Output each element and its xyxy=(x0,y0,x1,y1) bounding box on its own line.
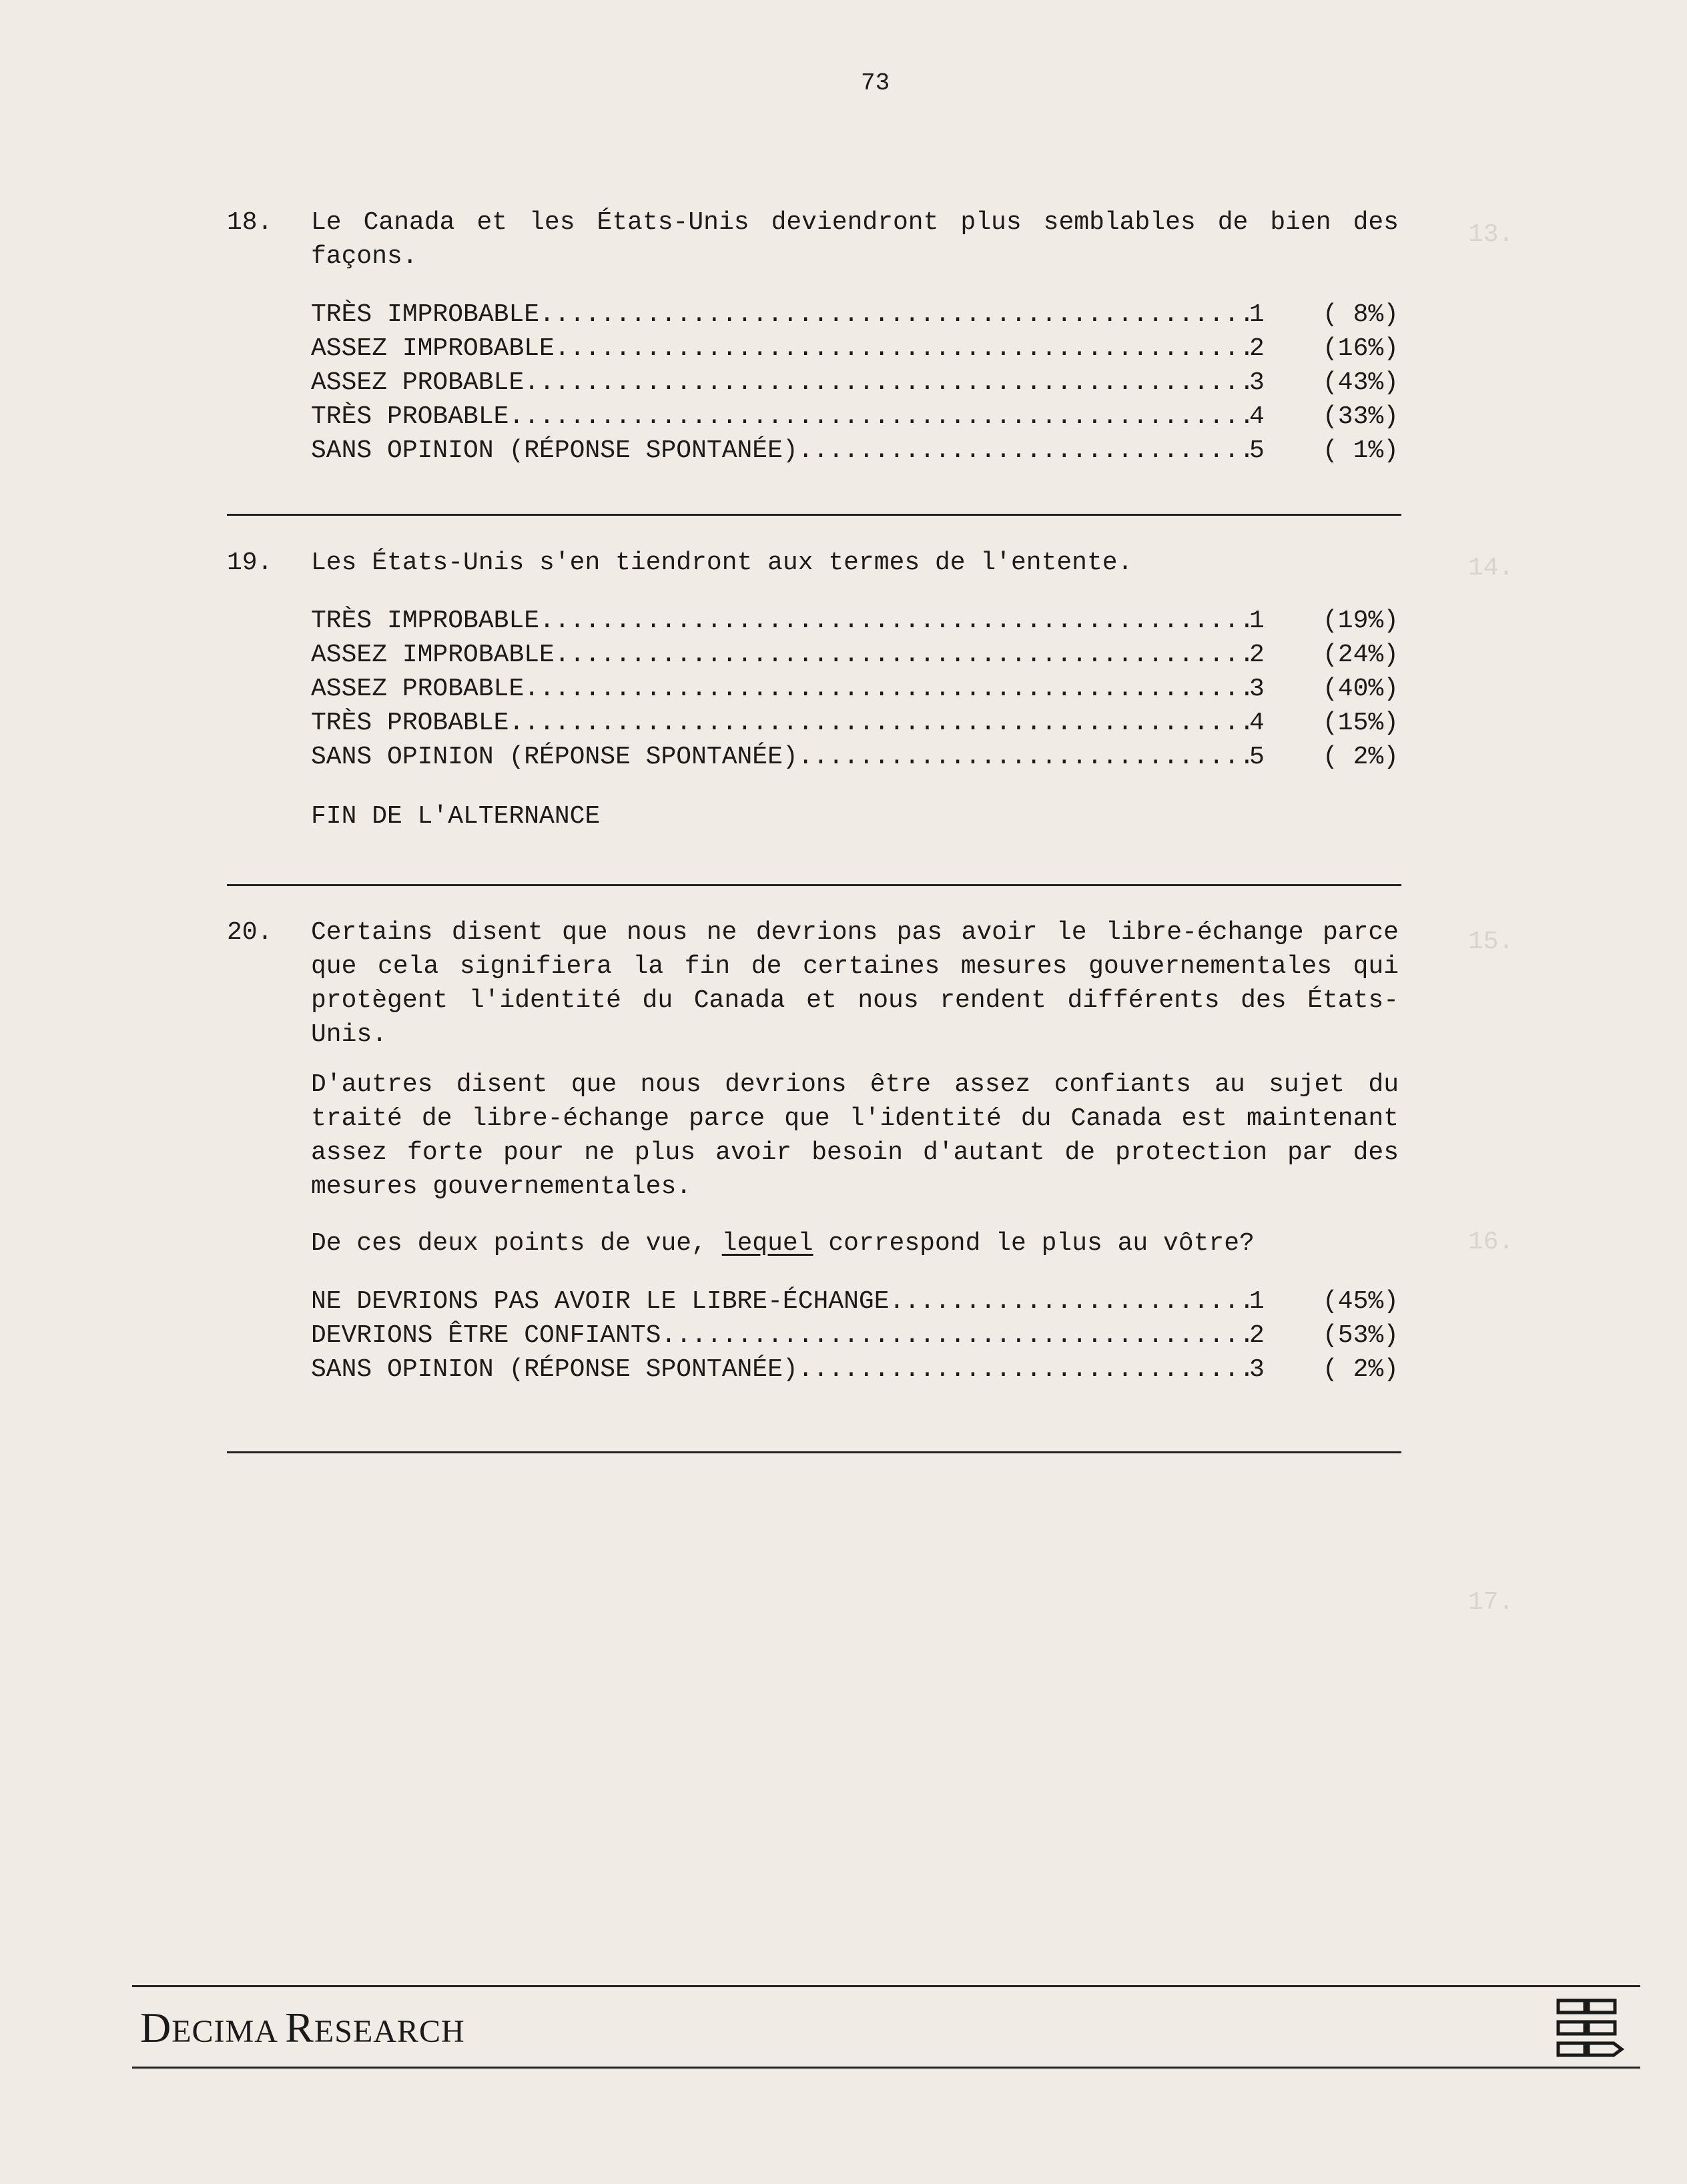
answer-list xyxy=(311,1285,1399,1387)
bleed-through-decoration: 17. xyxy=(1468,1588,1514,1617)
question-text: Les États-Unis s'en tiendront aux termes de l'entente. xyxy=(311,549,1133,577)
section-divider xyxy=(227,1451,1401,1453)
answer-list xyxy=(311,298,1399,468)
end-alternance-note: FIN DE L'ALTERNANCE xyxy=(311,802,601,831)
answer-row: SANS OPINION (RÉPONSE SPONTANÉE) ..... 5 ( 1%) xyxy=(311,434,1399,468)
bleed-through-decoration: 14. xyxy=(1468,554,1514,583)
question-19 xyxy=(227,546,1401,833)
footer-rule-top xyxy=(132,1985,1640,1987)
bleed-through-decoration: 15. xyxy=(1468,928,1514,956)
answer-row: ASSEZ IMPROBABLE ..... 2 (24%) xyxy=(311,638,1399,672)
decima-logo-icon xyxy=(1555,1995,1628,2065)
answer-row: SANS OPINION (RÉPONSE SPONTANÉE) ..... 3 ( 2%) xyxy=(311,1353,1399,1387)
answer-row: TRÈS PROBABLE ..... 4 (33%) xyxy=(311,400,1399,434)
section-divider xyxy=(227,514,1401,516)
answer-row: NE DEVRIONS PAS AVOIR LE LIBRE-ÉCHANGE ..... 1 (45%) xyxy=(311,1285,1399,1319)
emphasis-underline: lequel xyxy=(721,1229,813,1258)
answer-row: DEVRIONS ÊTRE CONFIANTS ..... 2 (53%) xyxy=(311,1319,1399,1353)
answer-row: ASSEZ PROBABLE ..... 3 (40%) xyxy=(311,672,1399,706)
bleed-through-decoration: 16. xyxy=(1468,1228,1514,1256)
answer-row: TRÈS IMPROBABLE ..... 1 (19%) xyxy=(311,604,1399,638)
question-text: Le Canada et les États-Unis deviendront plus semblables de bien des façons. xyxy=(311,208,1399,271)
answer-row: ASSEZ IMPROBABLE ..... 2 (16%) xyxy=(311,332,1399,366)
answer-list xyxy=(311,604,1399,774)
answer-row: TRÈS IMPROBABLE ..... 1 ( 8%) xyxy=(311,298,1399,332)
question-number: 18. xyxy=(227,208,273,237)
brand-logotype: DECIMA RESEARCH xyxy=(140,2004,465,2051)
section-divider xyxy=(227,884,1401,886)
question-text-part-3: De ces deux points de vue, lequel correspond le plus au vôtre? xyxy=(311,1229,1255,1258)
page-number: 73 xyxy=(861,69,890,97)
question-number: 20. xyxy=(227,918,273,947)
bleed-through-decoration: 13. xyxy=(1468,220,1514,249)
answer-row: SANS OPINION (RÉPONSE SPONTANÉE) ..... 5 ( 2%) xyxy=(311,740,1399,774)
question-number: 19. xyxy=(227,549,273,577)
footer-rule-bottom xyxy=(132,2067,1640,2069)
question-text-part-1: Certains disent que nous ne devrions pas avoir le libre-échange parce que cela signifiera la fin de certaines mesures gouvernementales qui protègent l'identité du Canada et nous rendent différents des États-Unis. xyxy=(311,918,1399,1049)
question-20 xyxy=(227,916,1401,1387)
question-text-part-2: D'autres disent que nous devrions être assez confiants au sujet du traité de libre-échange parce que l'identité du Canada est maintenant assez forte pour ne plus avoir besoin d'autant de protection par des mesures gouvernementales. xyxy=(311,1070,1399,1201)
answer-row: TRÈS PROBABLE ..... 4 (15%) xyxy=(311,706,1399,740)
answer-row: ASSEZ PROBABLE ..... 3 (43%) xyxy=(311,366,1399,400)
question-18 xyxy=(227,206,1401,468)
